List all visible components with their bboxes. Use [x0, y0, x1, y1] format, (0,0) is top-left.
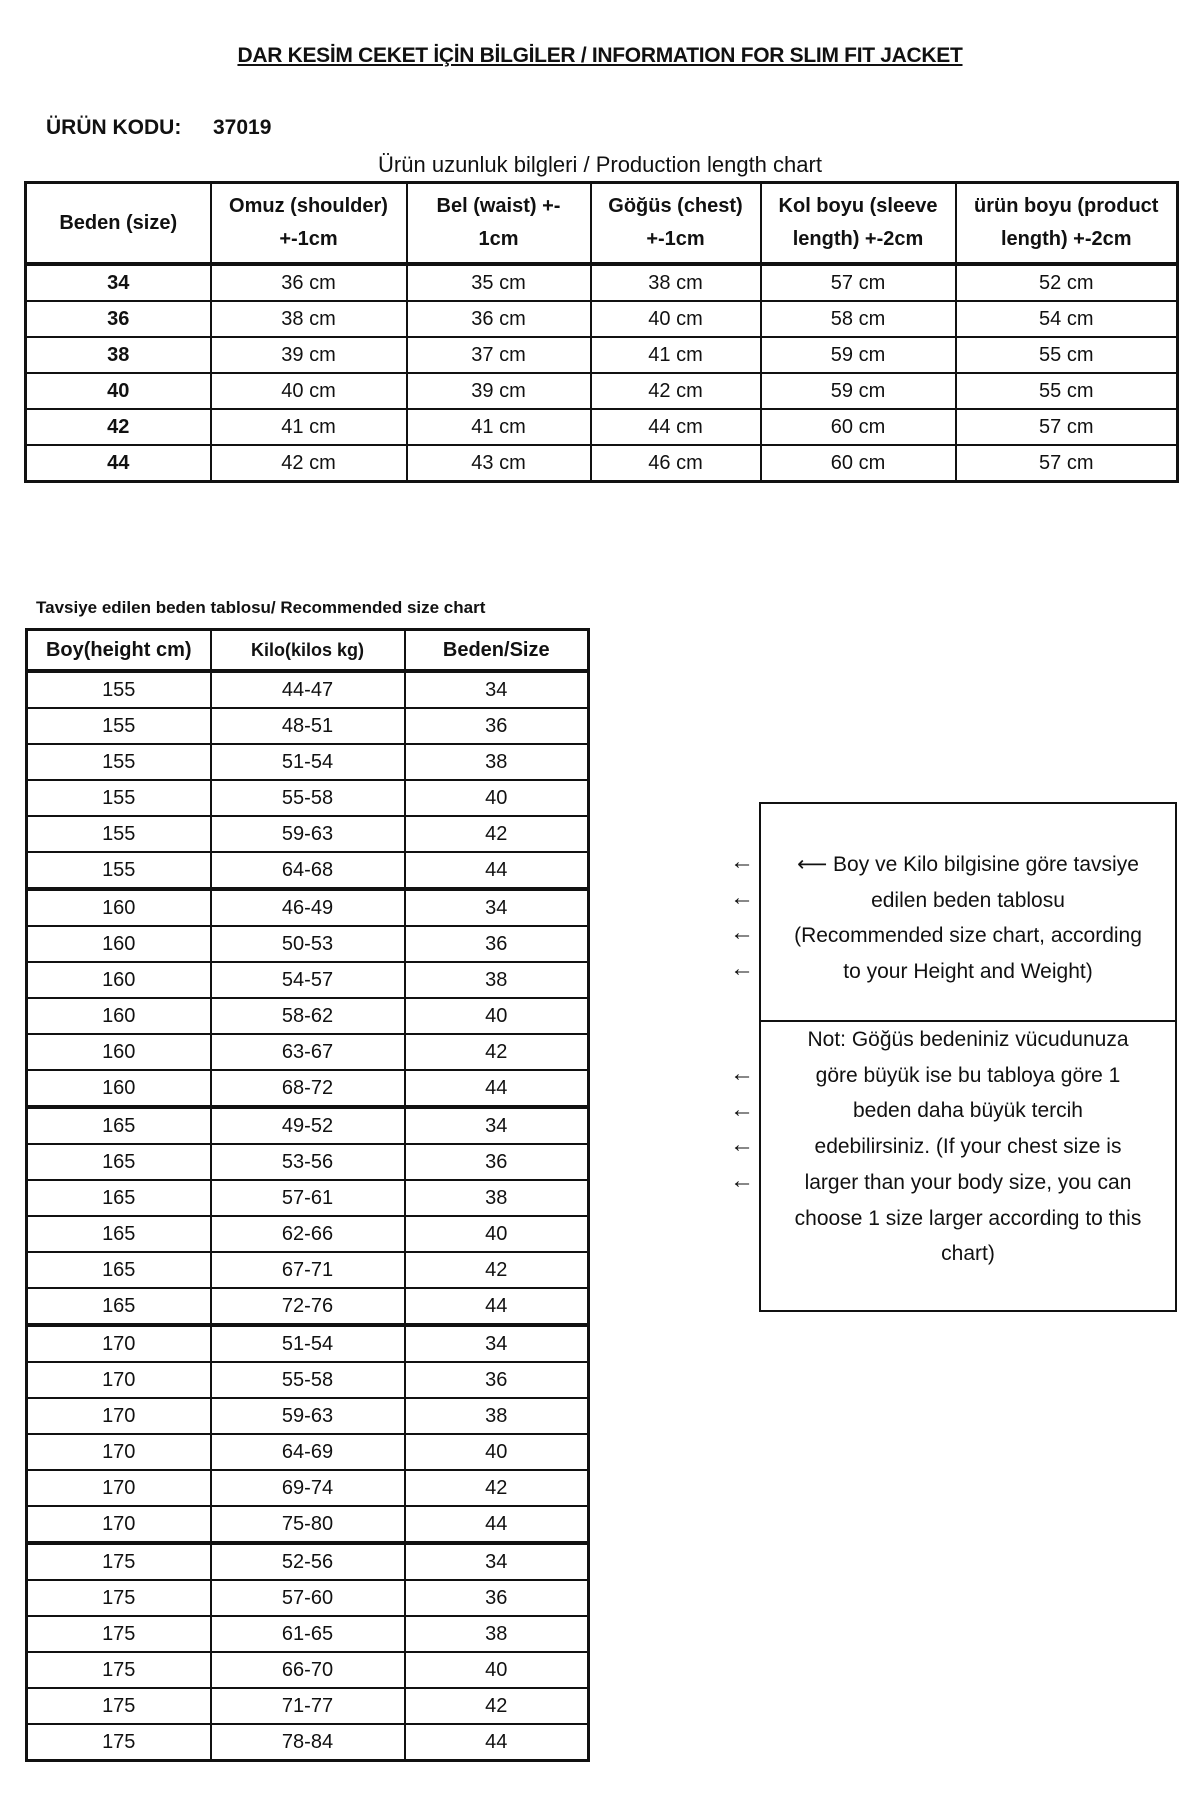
weight-cell: 69-74: [211, 1470, 405, 1506]
note-line: Not: Göğüs bedeniniz vücudunuza: [807, 1028, 1129, 1051]
size-cell: 36: [405, 1362, 589, 1398]
measurement-cell: 59 cm: [761, 373, 956, 409]
note-line: edebilirsiniz. (If your chest size is: [814, 1135, 1122, 1159]
height-cell: 160: [27, 1034, 211, 1070]
size-cell: 34: [405, 1325, 589, 1362]
measurement-cell: 57 cm: [761, 264, 956, 301]
measurement-cell: 40 cm: [591, 301, 761, 337]
measurement-cell: 52 cm: [956, 264, 1178, 301]
recommended-chart-row: [27, 1398, 589, 1434]
height-cell: 155: [27, 816, 211, 852]
measurement-cell: 57 cm: [956, 445, 1178, 482]
recommendation-note: [761, 804, 1175, 1022]
size-cell: 40: [405, 780, 589, 816]
size-cell: 38: [26, 337, 211, 373]
height-cell: 155: [27, 780, 211, 816]
weight-cell: 71-77: [211, 1688, 405, 1724]
height-cell: 170: [27, 1362, 211, 1398]
measurement-cell: 46 cm: [591, 445, 761, 482]
note-line: larger than your body size, you can: [804, 1170, 1132, 1194]
size-cell: 36: [405, 1144, 589, 1180]
header-line: Göğüs (chest): [608, 195, 743, 217]
note-line: (Recommended size chart, according: [794, 924, 1142, 948]
height-cell: 170: [27, 1434, 211, 1470]
header-line: 1cm: [478, 228, 519, 250]
measurement-cell: 37 cm: [407, 337, 591, 373]
note-line: edilen beden tablosu: [871, 888, 1065, 912]
height-cell: 160: [27, 889, 211, 926]
measurement-cell: 36 cm: [407, 301, 591, 337]
left-arrow-icon: ←: [730, 1167, 754, 1194]
weight-cell: 51-54: [211, 1325, 405, 1362]
height-cell: 155: [27, 671, 211, 708]
measurement-cell: 40 cm: [211, 373, 407, 409]
height-cell: 165: [27, 1180, 211, 1216]
left-arrow-icon: ←: [730, 955, 754, 982]
measurement-cell: 38 cm: [591, 264, 761, 301]
height-cell: 175: [27, 1616, 211, 1652]
weight-cell: 48-51: [211, 708, 405, 744]
size-cell: 42: [405, 1470, 589, 1506]
length-chart-header-cell: [407, 183, 591, 265]
height-cell: 175: [27, 1724, 211, 1761]
weight-cell: 50-53: [211, 926, 405, 962]
measurement-cell: 54 cm: [956, 301, 1178, 337]
weight-cell: 55-58: [211, 780, 405, 816]
weight-cell: 59-63: [211, 816, 405, 852]
height-cell: 170: [27, 1506, 211, 1543]
height-cell: 170: [27, 1470, 211, 1506]
recommended-chart-row: [27, 1288, 589, 1325]
height-cell: 160: [27, 998, 211, 1034]
measurement-cell: 41 cm: [407, 409, 591, 445]
size-cell: 38: [405, 962, 589, 998]
weight-cell: 52-56: [211, 1543, 405, 1580]
recommended-chart-row: [27, 1543, 589, 1580]
size-cell: 40: [405, 1652, 589, 1688]
measurement-cell: 36 cm: [211, 264, 407, 301]
size-cell: 34: [405, 889, 589, 926]
measurement-cell: 42 cm: [591, 373, 761, 409]
header-line: +-1cm: [646, 228, 705, 250]
height-cell: 155: [27, 744, 211, 780]
size-cell: 38: [405, 1180, 589, 1216]
recommended-chart-row: [27, 744, 589, 780]
recommended-chart-row: [27, 1070, 589, 1107]
length-chart-header-cell: [956, 183, 1178, 265]
notes-box: [759, 802, 1177, 1312]
length-chart-header-cell: [211, 183, 407, 265]
size-cell: 44: [405, 1724, 589, 1761]
weight-cell: 64-68: [211, 852, 405, 889]
size-cell: 40: [405, 998, 589, 1034]
recommended-chart-row: [27, 1434, 589, 1470]
recommended-chart-row: [27, 926, 589, 962]
recommended-chart-caption: Tavsiye edilen beden tablosu/ Recommended size chart: [36, 598, 486, 617]
weight-cell: 63-67: [211, 1034, 405, 1070]
weight-cell: 61-65: [211, 1616, 405, 1652]
recommended-chart-row: [27, 1144, 589, 1180]
measurement-cell: 55 cm: [956, 337, 1178, 373]
recommended-chart-row: [27, 1470, 589, 1506]
size-cell: 38: [405, 744, 589, 780]
weight-cell: 46-49: [211, 889, 405, 926]
weight-cell: 64-69: [211, 1434, 405, 1470]
weight-cell: 53-56: [211, 1144, 405, 1180]
note-line: to your Height and Weight): [843, 960, 1093, 984]
measurement-cell: 60 cm: [761, 445, 956, 482]
length-chart-caption: Ürün uzunluk bilgleri / Production length chart: [378, 152, 822, 177]
left-arrow-icon: ←: [730, 884, 754, 911]
weight-cell: 75-80: [211, 1506, 405, 1543]
height-cell: 170: [27, 1325, 211, 1362]
measurement-cell: 58 cm: [761, 301, 956, 337]
product-code-value: 37019: [213, 116, 272, 139]
weight-cell: 54-57: [211, 962, 405, 998]
size-cell: 42: [26, 409, 211, 445]
recommended-chart-row: [27, 962, 589, 998]
measurement-cell: 41 cm: [591, 337, 761, 373]
note-line: beden daha büyük tercih: [852, 1099, 1083, 1123]
measurement-cell: 35 cm: [407, 264, 591, 301]
height-cell: 155: [27, 708, 211, 744]
weight-cell: 66-70: [211, 1652, 405, 1688]
size-cell: 40: [405, 1216, 589, 1252]
size-cell: 42: [405, 1034, 589, 1070]
left-arrow-icon: ←: [730, 848, 754, 875]
note-line: göre büyük ise bu tabloya göre 1: [815, 1063, 1121, 1087]
measurement-cell: 39 cm: [211, 337, 407, 373]
height-cell: 165: [27, 1107, 211, 1144]
left-arrow-icon: ←: [730, 1131, 754, 1158]
recommended-chart-row: [27, 889, 589, 926]
length-chart-header-cell: [761, 183, 956, 265]
recommended-chart-row: [27, 1724, 589, 1761]
recommended-chart-header-cell: Kilo(kilos kg): [211, 630, 405, 672]
header-line: length) +-2cm: [1000, 228, 1132, 250]
header-line: length) +-2cm: [792, 228, 924, 250]
recommended-chart-row: [27, 708, 589, 744]
header-line: Omuz (shoulder): [229, 195, 388, 217]
height-cell: 165: [27, 1252, 211, 1288]
measurement-cell: 41 cm: [211, 409, 407, 445]
size-cell: 42: [405, 1252, 589, 1288]
height-cell: 160: [27, 926, 211, 962]
recommended-chart-row: [27, 1252, 589, 1288]
recommended-chart-row: [27, 1325, 589, 1362]
note-line: chart): [941, 1242, 995, 1266]
measurement-cell: 60 cm: [761, 409, 956, 445]
recommended-chart-row: [27, 1652, 589, 1688]
recommended-chart-header-cell: Beden/Size: [405, 630, 589, 672]
weight-cell: 44-47: [211, 671, 405, 708]
size-cell: 36: [405, 708, 589, 744]
height-cell: 165: [27, 1288, 211, 1325]
height-cell: 160: [27, 962, 211, 998]
recommended-chart-row: [27, 998, 589, 1034]
measurement-cell: 38 cm: [211, 301, 407, 337]
recommended-chart-row: [27, 1216, 589, 1252]
size-cell: 34: [405, 1543, 589, 1580]
size-cell: 44: [26, 445, 211, 482]
measurement-cell: 59 cm: [761, 337, 956, 373]
length-chart-header-cell: [26, 183, 211, 265]
size-cell: 44: [405, 852, 589, 889]
height-cell: 160: [27, 1070, 211, 1107]
length-chart-row: [26, 337, 1178, 373]
header-line: Beden (size): [59, 211, 178, 234]
height-cell: 175: [27, 1543, 211, 1580]
measurement-cell: 57 cm: [956, 409, 1178, 445]
weight-cell: 59-63: [211, 1398, 405, 1434]
length-chart-row: [26, 445, 1178, 482]
weight-cell: 72-76: [211, 1288, 405, 1325]
note-line: ⟵ Boy ve Kilo bilgisine göre tavsiye: [797, 853, 1139, 876]
recommended-chart-header-row: [27, 630, 589, 672]
measurement-cell: 42 cm: [211, 445, 407, 482]
recommended-chart-table: [25, 628, 590, 1762]
recommended-chart-row: [27, 1506, 589, 1543]
recommended-chart-row: [27, 1362, 589, 1398]
note-line: choose 1 size larger according to this: [794, 1206, 1142, 1230]
weight-cell: 51-54: [211, 744, 405, 780]
recommended-chart-header-cell: Boy(height cm): [27, 630, 211, 672]
length-chart-row: [26, 301, 1178, 337]
weight-cell: 62-66: [211, 1216, 405, 1252]
recommended-chart-row: [27, 1616, 589, 1652]
height-cell: 175: [27, 1580, 211, 1616]
size-cell: 34: [26, 264, 211, 301]
size-cell: 40: [26, 373, 211, 409]
header-line: Kol boyu (sleeve: [778, 195, 938, 217]
length-chart-table: [24, 181, 1179, 483]
length-chart-row: [26, 373, 1178, 409]
recommended-chart-row: [27, 816, 589, 852]
size-cell: 42: [405, 1688, 589, 1724]
measurement-cell: 43 cm: [407, 445, 591, 482]
height-cell: 165: [27, 1144, 211, 1180]
size-cell: 44: [405, 1070, 589, 1107]
height-cell: 175: [27, 1652, 211, 1688]
recommended-chart-row: [27, 1580, 589, 1616]
left-arrow-icon: ←: [730, 1096, 754, 1123]
size-cell: 34: [405, 1107, 589, 1144]
length-chart-header-cell: [591, 183, 761, 265]
document-title: DAR KESİM CEKET İÇİN BİLGİLER / INFORMATION FOR SLIM FIT JACKET: [237, 44, 963, 67]
size-cell: 36: [26, 301, 211, 337]
header-line: Bel (waist) +-: [436, 195, 561, 217]
weight-cell: 67-71: [211, 1252, 405, 1288]
recommended-chart-row: [27, 852, 589, 889]
weight-cell: 68-72: [211, 1070, 405, 1107]
size-cell: 40: [405, 1434, 589, 1470]
weight-cell: 78-84: [211, 1724, 405, 1761]
size-cell: 44: [405, 1506, 589, 1543]
recommended-chart-row: [27, 780, 589, 816]
weight-cell: 55-58: [211, 1362, 405, 1398]
height-cell: 165: [27, 1216, 211, 1252]
height-cell: 155: [27, 852, 211, 889]
size-cell: 42: [405, 816, 589, 852]
recommended-chart-row: [27, 1688, 589, 1724]
length-chart-row: [26, 264, 1178, 301]
measurement-cell: 44 cm: [591, 409, 761, 445]
weight-cell: 57-61: [211, 1180, 405, 1216]
length-chart-row: [26, 409, 1178, 445]
measurement-cell: 55 cm: [956, 373, 1178, 409]
left-arrow-icon: ←: [730, 1060, 754, 1087]
height-cell: 170: [27, 1398, 211, 1434]
header-line: ürün boyu (product: [974, 195, 1159, 217]
measurement-cell: 39 cm: [407, 373, 591, 409]
recommended-chart-row: [27, 1107, 589, 1144]
recommended-chart-row: [27, 671, 589, 708]
product-code-label: ÜRÜN KODU:: [46, 116, 182, 139]
size-cell: 36: [405, 1580, 589, 1616]
length-chart-header-row: [26, 183, 1178, 265]
size-cell: 38: [405, 1398, 589, 1434]
size-cell: 36: [405, 926, 589, 962]
recommended-chart-row: [27, 1180, 589, 1216]
weight-cell: 58-62: [211, 998, 405, 1034]
weight-cell: 57-60: [211, 1580, 405, 1616]
size-cell: 38: [405, 1616, 589, 1652]
size-cell: 34: [405, 671, 589, 708]
left-arrow-icon: ←: [730, 919, 754, 946]
header-line: +-1cm: [279, 228, 338, 250]
size-cell: 44: [405, 1288, 589, 1325]
height-cell: 175: [27, 1688, 211, 1724]
recommended-chart-row: [27, 1034, 589, 1070]
weight-cell: 49-52: [211, 1107, 405, 1144]
